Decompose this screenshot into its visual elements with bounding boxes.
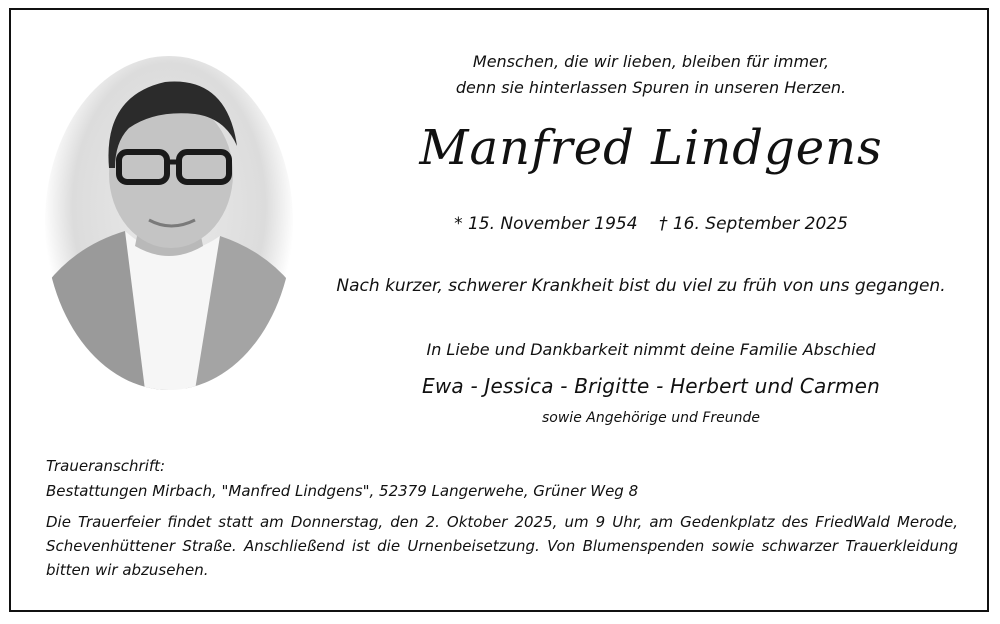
address-label: Traueranschrift:: [46, 457, 166, 475]
portrait-illustration: [45, 56, 293, 390]
obituary-notice: [9, 8, 989, 612]
memorial-quote-line-2: denn sie hinterlassen Spuren in unseren Herzen.: [455, 78, 847, 97]
memorial-quote-line-1: Menschen, die wir lieben, bleiben für immer,: [472, 52, 830, 71]
deceased-name: Manfred Lindgens: [419, 120, 883, 176]
portrait-photo: [45, 56, 293, 390]
family-names: Ewa - Jessica - Brigitte - Herbert und Carmen: [422, 374, 880, 398]
ceremony-details: Die Trauerfeier findet statt am Donnerstag, den 2. Oktober 2025, um 9 Uhr, am Gedenkplatz des FriedWald Merode, Schevenhüttener Straße. Anschließend ist die Urnenbeisetzung. Von Blumenspenden sowie schwarzer Trauerkleidung bitten wir abzusehen.: [46, 513, 958, 579]
death-date: † 16. September 2025: [658, 214, 848, 234]
relatives-line: sowie Angehörige und Freunde: [542, 410, 760, 426]
family-intro: In Liebe und Dankbarkeit nimmt deine Familie Abschied: [426, 340, 876, 359]
farewell-text: Nach kurzer, schwerer Krankheit bist du viel zu früh von uns gegangen.: [336, 276, 946, 296]
mourning-address: Bestattungen Mirbach, "Manfred Lindgens", 52379 Langerwehe, Grüner Weg 8: [46, 482, 639, 500]
life-dates: [391, 214, 911, 234]
birth-date: * 15. November 1954: [454, 214, 638, 234]
